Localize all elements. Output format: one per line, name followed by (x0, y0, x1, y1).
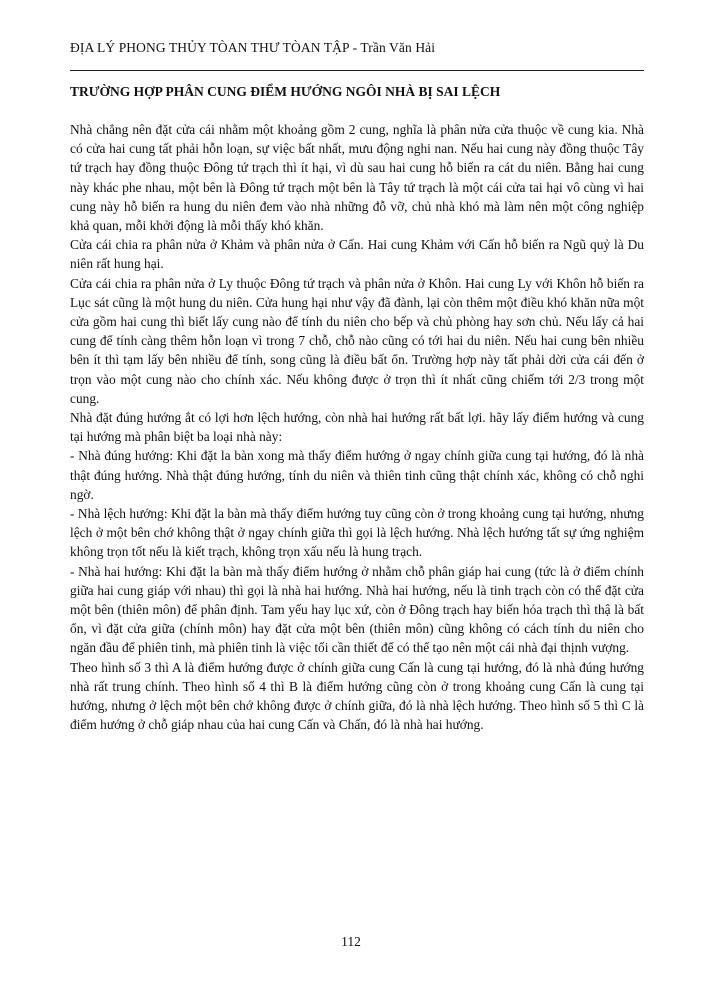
paragraph: Theo hình số 3 thì A là điểm hướng được ở chính giữa cung Cấn là cung tại hướng, đó là nhà đúng hướng nhà rất trung chính. Theo hình số 4 thì B là điểm hướng cũng còn ở trong khoảng cung Cấn là cung tại hướng, nhưng ở lệch một bên chớ không được ở chính giữa, đó là nhà lệch hướng. Theo hình số 5 thì C là điểm hướng ở chỗ giáp nhau của hai cung Cấn và Chấn, đó là nhà hai hướng. (70, 659, 644, 733)
paragraph: Cửa cái chia ra phân nửa ở Khảm và phân nửa ở Cấn. Hai cung Khảm với Cấn hỗ biến ra Ngũ quỷ là Du niên rất hung hại. (70, 237, 644, 272)
paragraph: Nhà đặt đúng hướng ắt có lợi hơn lệch hướng, còn nhà hai hướng rất bất lợi. hãy lấy điểm hướng và cung tại hướng mà phân biệt ba loại nhà này: (70, 410, 644, 445)
section-title: TRƯỜNG HỢP PHÂN CUNG ĐIỂM HƯỚNG NGÔI NHÀ BỊ SAI LỆCH (70, 84, 501, 99)
paragraph: Nhà chẳng nên đặt cửa cái nhằm một khoảng gồm 2 cung, nghĩa là phân nửa cửa thuộc về cung kia. Nhà có cửa hai cung tất phải hỗn loạn, sự việc bất nhất, mưu động nghi nan. Nếu hai cung này đồng thuộc Tây tứ trạch hay đồng thuộc Đông tứ trạch thì ít hại, vì dù sau hai cung hỗ biến ra cát du niên. Bằng hai cung này khác phe nhau, một bên là Đông tứ trạch một bên là Tây tứ trạch là một cái cửa tai hại vô cùng vì hai cung này hỗ biến ra hung du niên đem vào nhà những đỗ vỡ, chủ nhà khó mà làm nên một công nghiệp khả quan, mỗi khởi động là mỗi thấy khó khăn. (70, 122, 644, 234)
running-header: ĐỊA LÝ PHONG THỦY TÒAN THƯ TÒAN TẬP - Trần Văn Hải (70, 40, 436, 55)
paragraph: Cửa cái chia ra phân nửa ở Ly thuộc Đông tứ trạch và phân nửa ở Khôn. Hai cung Ly với Khôn hỗ biến ra Lục sát cũng là một hung du niên. Cửa hung hại như vậy đã đành, lại còn thêm một điều khó khăn nữa một cửa gồm hai cung thì biết lấy cung nào để tính du niên cho bếp và chủ phòng hay sơn chủ. Nếu lấy cả hai cung để tính càng thêm hỗn loạn vì trong 7 chỗ, chỗ nào cũng có tới hai du niên. Nếu hai cung bên nhiều bên ít thì tạm lấy bên nhiều để tính, song cũng là điều bất ổn. Trường hợp này tất phải dời cửa cái đến ở trọn vào một cung nào cho chính xác. Nếu không được ở trọn thì ít nhất cũng chiếm tới 2/3 trong một cung. (70, 275, 644, 406)
paragraph: - Nhà lệch hướng: Khi đặt la bàn mà thấy điểm hướng tuy cũng còn ở trong khoảng cung tại hướng, nhưng lệch ở một bên chớ không thật ở ngay chính giữa thì gọi là lệch hướng. Nhà lệch hướng tất sự ứng nghiệm không trọn tốt nếu là kiết trạch, không trọn xấu nếu là hung trạch. (70, 506, 644, 560)
paragraph: - Nhà đúng hướng: Khi đặt la bàn xong mà thấy điểm hướng ở ngay chính giữa cung tại hướng, đó là nhà thật đúng hướng. Nhà thật đúng hướng, tính du niên và thiên tinh cũng thật chính xác, không có chỗ nghi ngờ. (70, 448, 644, 502)
header-divider (70, 70, 644, 71)
page-number: 112 (341, 934, 361, 949)
body-text (70, 120, 644, 735)
paragraph: - Nhà hai hướng: Khi đặt la bàn mà thấy điểm hướng ở nhằm chỗ phân giáp hai cung (tức là ở điểm chính giữa hai cung giáp với nhau) thì gọi là nhà hai hướng. Nhà hai hướng, nếu là tinh trạch còn có thể đặt cửa một bên (thiên môn) để phân định. Tam yếu hay lục xứ, còn ở Đông trạch hay biến hóa trạch thì thậ là bất ổn, vì đặt cửa giữa (chính môn) hay đặt cửa một bên (thiên môn) cũng không có cách tính du niên cho ngăn đầu để phiên tinh, mà phiên tinh là việc tối cần thiết để có thể tạo nên một cái nhà đại thịnh vượng. (70, 563, 644, 656)
